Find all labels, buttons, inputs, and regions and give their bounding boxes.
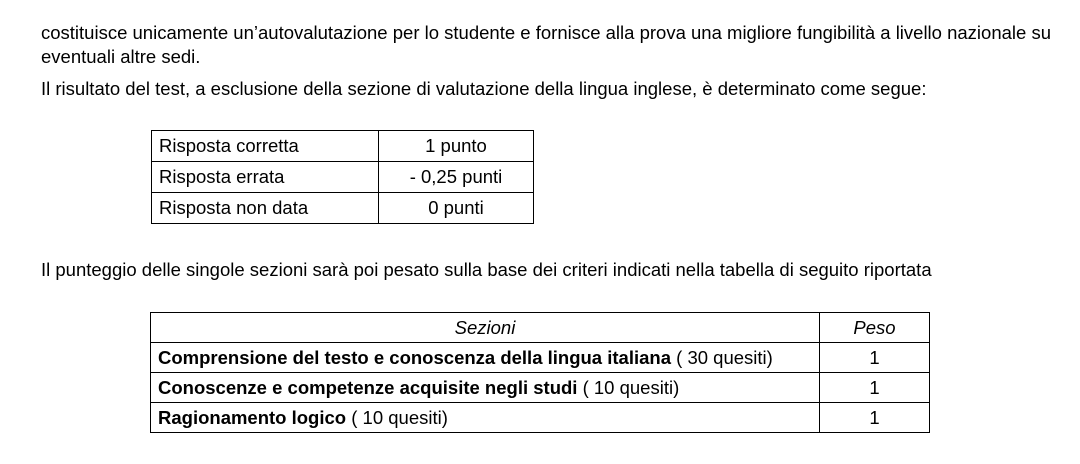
- section-cell: [151, 403, 820, 433]
- section-detail: ( 30 quesiti): [671, 347, 773, 368]
- weight-value: 1: [820, 403, 930, 433]
- score-label: Risposta non data: [152, 193, 379, 224]
- table-row: [152, 193, 534, 224]
- score-label: Risposta corretta: [152, 131, 379, 162]
- score-table: [151, 130, 534, 224]
- table-row: [152, 131, 534, 162]
- header-sections: Sezioni: [151, 313, 820, 343]
- section-name: Comprensione del testo e conoscenza della lingua italiana: [158, 347, 671, 368]
- section-cell: [151, 373, 820, 403]
- table-row: [152, 162, 534, 193]
- section-detail: ( 10 quesiti): [577, 377, 680, 398]
- weight-table: [150, 312, 930, 433]
- paragraph-intro: costituisce unicamente un’autovalutazione per lo studente e fornisce alla prova una migliore fungibilità a livello nazionale su eventuali altre sedi.: [41, 22, 1051, 67]
- weight-value: 1: [820, 343, 930, 373]
- paragraph-result: Il risultato del test, a esclusione della sezione di valutazione della lingua inglese, è determinato come segue:: [41, 78, 927, 99]
- score-value: 0 punti: [379, 193, 534, 224]
- section-cell: [151, 343, 820, 373]
- table-row: [151, 373, 930, 403]
- score-value: - 0,25 punti: [379, 162, 534, 193]
- table-header-row: [151, 313, 930, 343]
- section-name: Ragionamento logico: [158, 407, 347, 428]
- section-detail: ( 10 quesiti): [346, 407, 448, 428]
- section-name: Conoscenze e competenze acquisite negli studi: [158, 377, 578, 398]
- weight-value: 1: [820, 373, 930, 403]
- score-value: 1 punto: [379, 131, 534, 162]
- score-label: Risposta errata: [152, 162, 379, 193]
- paragraph-weighting: Il punteggio delle singole sezioni sarà poi pesato sulla base dei criteri indicati nella tabella di seguito riportata: [41, 259, 932, 280]
- table-row: [151, 403, 930, 433]
- header-weight: Peso: [820, 313, 930, 343]
- table-row: [151, 343, 930, 373]
